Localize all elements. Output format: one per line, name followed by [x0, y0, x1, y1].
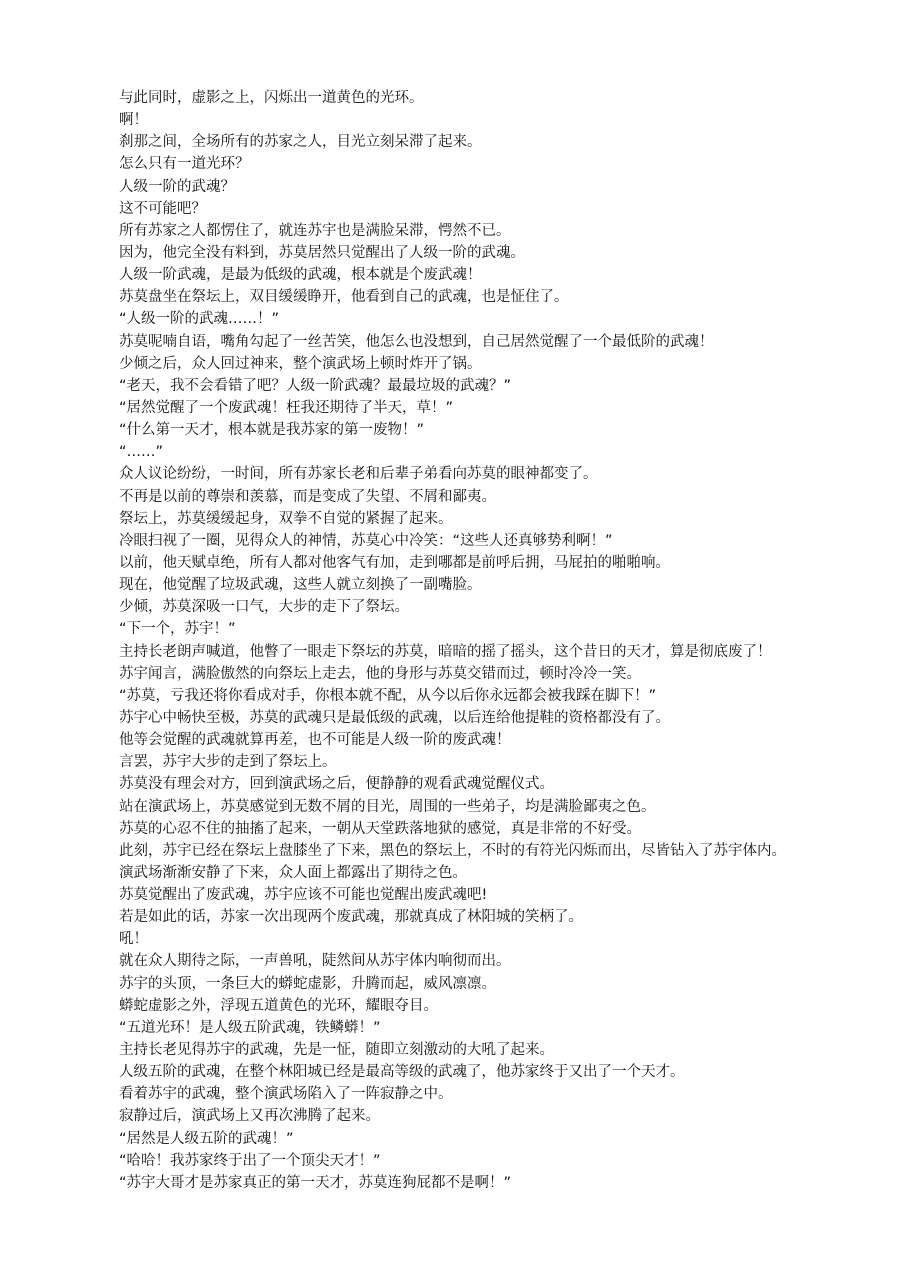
paragraph-line: 主持长老朗声喊道，他瞥了一眼走下祭坛的苏莫，暗暗的摇了摇头，这个昔日的天才，算是彻底废了！: [119, 643, 772, 660]
paragraph-line: “下一个，苏宇！”: [119, 621, 236, 638]
paragraph-line: 就在众人期待之际，一声兽吼，陡然间从苏宇体内响彻而出。: [119, 953, 511, 970]
paragraph-line: 众人议论纷纷，一时间，所有苏家长老和后辈子弟看向苏莫的眼神都变了。: [119, 466, 598, 483]
paragraph-line: 演武场渐渐安静了下来，众人面上都露出了期待之色。: [119, 864, 467, 881]
paragraph-line: 看着苏宇的武魂，整个演武场陷入了一阵寂静之中。: [119, 1086, 453, 1103]
paragraph-line: 主持长老见得苏宇的武魂，先是一怔，随即立刻激动的大吼了起来。: [119, 1042, 554, 1059]
paragraph-line: 所有苏家之人都愣住了，就连苏宇也是满脸呆滞，愕然不已。: [119, 222, 511, 239]
paragraph-line: 少倾，苏莫深吸一口气，大步的走下了祭坛。: [119, 599, 409, 616]
paragraph-line: “苏莫，亏我还将你看成对手，你根本就不配，从今以后你永远都会被我踩在脚下！”: [119, 687, 657, 704]
paragraph-line: 这不可能吧？: [119, 200, 206, 217]
paragraph-line: “人级一阶的武魂……！”: [119, 311, 280, 328]
paragraph-line: 他等会觉醒的武魂就算再差，也不可能是人级一阶的废武魂！: [119, 732, 511, 749]
paragraph-line: 苏宇闻言，满脸傲然的向祭坛上走去，他的身形与苏莫交错而过，顿时冷冷一笑。: [119, 665, 641, 682]
paragraph-line: 吼！: [119, 931, 148, 948]
paragraph-line: 言罢，苏宇大步的走到了祭坛上。: [119, 754, 337, 771]
paragraph-line: 苏莫盘坐在祭坛上，双目缓缓睁开，他看到自己的武魂，也是怔住了。: [119, 289, 569, 306]
paragraph-line: “居然是人级五阶的武魂！”: [119, 1130, 294, 1147]
paragraph-line: 啊！: [119, 112, 148, 129]
paragraph-line: “五道光环！是人级五阶武魂，铁鳞蟒！”: [119, 1019, 381, 1036]
paragraph-line: 苏莫没有理会对方，回到演武场之后，便静静的观看武魂觉醒仪式。: [119, 776, 554, 793]
paragraph-line: 此刻，苏宇已经在祭坛上盘膝坐了下来，黑色的祭坛上，不时的有符光闪烁而出，尽皆钻入了苏宇体内。: [119, 842, 786, 859]
paragraph-line: 刹那之间，全场所有的苏家之人，目光立刻呆滞了起来。: [119, 134, 482, 151]
paragraph-line: “……”: [119, 444, 164, 461]
paragraph-line: “老天，我不会看错了吧？人级一阶武魂？最最垃圾的武魂？”: [119, 377, 512, 394]
paragraph-line: 寂静过后，演武场上又再次沸腾了起来。: [119, 1108, 380, 1125]
paragraph-line: 不再是以前的尊崇和羡慕，而是变成了失望、不屑和鄙夷。: [119, 488, 496, 505]
paragraph-line: 站在演武场上，苏莫感觉到无数不屑的目光，周围的一些弟子，均是满脸鄙夷之色。: [119, 798, 656, 815]
paragraph-line: 祭坛上，苏莫缓缓起身，双拳不自觉的紧握了起来。: [119, 510, 453, 527]
paragraph-line: 若是如此的话，苏家一次出现两个废武魂，那就真成了林阳城的笑柄了。: [119, 909, 583, 926]
paragraph-line: 人级五阶的武魂，在整个林阳城已经是最高等级的武魂了，他苏家终于又出了一个天才。: [119, 1064, 685, 1081]
paragraph-line: 苏莫觉醒出了废武魂，苏宇应该不可能也觉醒出废武魂吧!: [119, 887, 488, 904]
paragraph-line: 以前，他天赋卓绝，所有人都对他客气有加，走到哪都是前呼后拥，马屁拍的啪啪响。: [119, 554, 670, 571]
paragraph-line: 蟒蛇虚影之外，浮现五道黄色的光环，耀眼夺目。: [119, 997, 438, 1014]
paragraph-line: “什么第一天才，根本就是我苏家的第一废物！”: [119, 422, 425, 439]
paragraph-line: 少倾之后，众人回过神来，整个演武场上顿时炸开了锅。: [119, 355, 482, 372]
paragraph-line: 苏宇心中畅快至极，苏莫的武魂只是最低级的武魂，以后连给他提鞋的资格都没有了。: [119, 709, 670, 726]
paragraph-line: “居然觉醒了一个废武魂！枉我还期待了半天，草！”: [119, 399, 454, 416]
paragraph-line: 冷眼扫视了一圈，见得众人的神情，苏莫心中冷笑：“这些人还真够势利啊！”: [119, 532, 613, 549]
paragraph-line: 怎么只有一道光环？: [119, 156, 250, 173]
paragraph-line: 因为，他完全没有料到，苏莫居然只觉醒出了人级一阶的武魂。: [119, 244, 525, 261]
paragraph-line: 现在，他觉醒了垃圾武魂，这些人就立刻换了一副嘴脸。: [119, 577, 482, 594]
paragraph-line: 苏莫呢喃自语，嘴角勾起了一丝苦笑，他怎么也没想到，自己居然觉醒了一个最低阶的武魂！: [119, 333, 714, 350]
paragraph-line: “哈哈！我苏家终于出了一个顶尖天才！”: [119, 1152, 381, 1169]
paragraph-line: 与此同时，虚影之上，闪烁出一道黄色的光环。: [119, 90, 424, 106]
paragraph-line: 苏宇的头顶，一条巨大的蟒蛇虚影，升腾而起，威风凛凛。: [119, 975, 496, 992]
paragraph-line: 人级一阶武魂，是最为低级的武魂，根本就是个废武魂！: [119, 267, 482, 284]
paragraph-line: 人级一阶的武魂？: [119, 178, 235, 195]
document-body: [119, 87, 879, 1194]
paragraph-line: 苏莫的心忍不住的抽搐了起来，一朝从天堂跌落地狱的感觉，真是非常的不好受。: [119, 820, 641, 837]
paragraph-line: “苏宇大哥才是苏家真正的第一天才，苏莫连狗屁都不是啊！”: [119, 1174, 512, 1191]
